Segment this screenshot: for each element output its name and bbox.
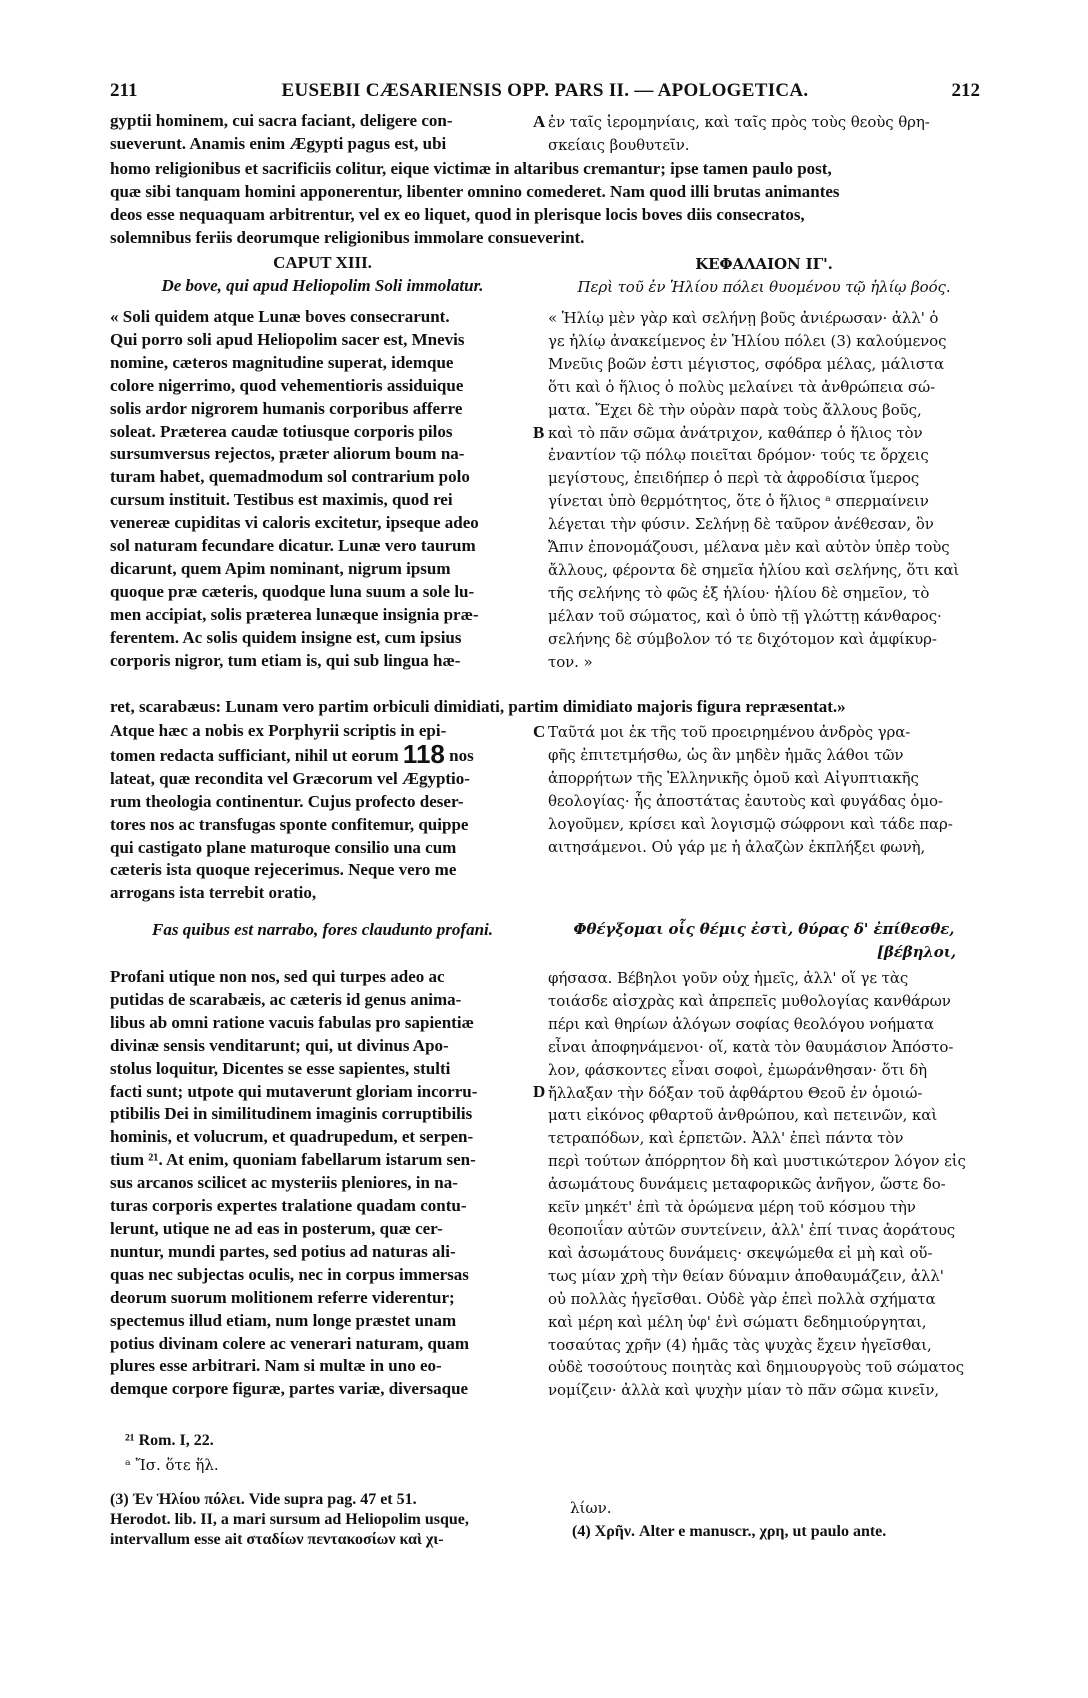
text-line: φῆς ἐπιτετμήσθω, ὡς ἂν μηδὲν ἡμᾶς λάθοι τῶν — [548, 745, 904, 764]
text-line: tores nos ac transfugas sponte confitemur, quippe — [110, 814, 469, 834]
chapter-subtitle: Περὶ τοῦ ἐν Ἡλίου πόλει θυομένου τῷ ἡλίῳ βοός. — [577, 277, 951, 296]
text-line: οὐ πολλὰς ἡγεῖσθαι. Οὐδὲ γὰρ ἐπεὶ πολλὰ σχήματα — [548, 1289, 936, 1308]
text-line: Ἄπιν ἐπονομάζουσι, μέλανα μὲν καὶ αὐτὸν ὑπὲρ τοὺς — [548, 538, 950, 557]
text-line: ἤλλαξαν τὴν δόξαν τοῦ ἀφθάρτου Θεοῦ ἐν ὁμοιώ- — [548, 1083, 923, 1102]
text-line: sueverunt. Anamis enim Ægypti pagus est, ubi — [110, 133, 447, 153]
text-line: turam habet, quemadmodum sol contrarium polo — [110, 467, 470, 487]
text-segment: tomen redacta sufficiant, nihil ut eorum — [110, 745, 403, 765]
text-line: λογοῦμεν, κρίσει καὶ λογισμῷ σώφρονι καὶ τάδε παρ- — [548, 814, 953, 833]
text-line: λέγεται τὴν φύσιν. Σελήνῃ δὲ ταῦρον ἀνέθεσαν, ὃν — [548, 515, 934, 534]
text-line: quas nec subjectas oculis, nec in corpus immersas — [110, 1264, 469, 1284]
footnote-4: (4) Χρῆν. Alter e manuscr., χρη, ut paulo ante. — [572, 1523, 887, 1540]
text-line: γίνεται ὑπὸ θερμότητος, ὅτε ὁ ἥλιος ᵃ σπερμαίνειν — [548, 492, 929, 511]
text-line: ἄλλους, φέροντα δὲ σημεῖα ἡλίου καὶ σελήνης, ὅτι καὶ — [548, 560, 960, 579]
column-number: 118 — [402, 742, 445, 768]
text-line: περὶ τούτων ἀπόρρητον δὴ καὶ μυστικώτερον λόγον εἰς — [548, 1152, 966, 1171]
text-line: ὅτι καὶ ὁ ἥλιος ὁ πολὺς μελαίνει τὰ ἀνθρώπεια σώ- — [548, 377, 936, 396]
text-line: cursum instituit. Testibus est maximis, quod rei — [110, 490, 453, 510]
text-line: σκείαις βουθυτεῖν. — [548, 135, 690, 154]
text-line: turas corporis expertes tralatione quadam contu- — [110, 1196, 467, 1216]
page-number-right: 212 — [951, 80, 980, 101]
text-line: ret, scarabæus: Lunam vero partim orbiculi dimidiati, partim dimidiato majoris figura repræsentat.» — [110, 697, 846, 716]
text-line: ματα. Ἔχει δὲ τὴν οὐρὰν παρὰ τοὺς ἄλλους βοῦς, — [548, 400, 922, 419]
text-line: καὶ τὸ πᾶν σῶμα ἀνάτριχον, καθάπερ ὁ ἥλιος τὸν — [548, 423, 923, 442]
text-line: demque corpore figuræ, partes variæ, diversaque — [110, 1379, 469, 1399]
section-marker-b: B — [533, 423, 545, 442]
text-line: νομίζειν· ἀλλὰ καὶ ψυχὴν μίαν τὸ πᾶν σῶμα κινεῖν, — [548, 1381, 940, 1400]
text-line: deos esse nequaquam arbitrentur, vel ex eo liquet, quod in plerisque locis boves diis consecratos, — [110, 205, 805, 224]
footnote-3 — [110, 1490, 469, 1550]
text-line: καὶ ἀσωμάτους δυνάμεις· σκεψώμεθα εἰ μὴ καὶ οὕ- — [548, 1243, 933, 1262]
footnote-line: intervallum esse ait σταδίων πεντακοσίων καὶ χι- — [110, 1531, 444, 1548]
text-line: homo religionibus et sacrificiis colitur, eique victimæ in altaribus cremantur; ipse tamen paulo post, — [110, 159, 832, 178]
text-line: plures esse arbitrari. Nam si multæ in uno eo- — [110, 1356, 442, 1376]
text-line: τῆς σελήνης τὸ φῶς ἐξ ἡλίου· ἡλίου δὲ σημεῖον, τὸ — [548, 583, 930, 602]
text-segment: nos — [444, 745, 474, 765]
text-line: μεγίστους, ἐπειδήπερ ὁ περὶ τὰ ἀφροδίσια ἵμερος — [548, 469, 920, 488]
section-marker-c: C — [533, 722, 546, 741]
chapter-title: ΚΕΦΑΛΑΙΟΝ ΙΓ'. — [695, 255, 833, 273]
text-line: sus arcanos scilicet ac mysteriis pleniores, in na- — [110, 1173, 458, 1193]
section-marker-a: A — [533, 112, 546, 131]
greek-column-c — [548, 721, 980, 858]
text-line: τοιάσδε αἰσχρὰς καὶ ἀπρεπεῖς μυθολογίας κανθάρων — [548, 991, 951, 1010]
chapter-subtitle: De bove, qui apud Heliopolim Soli immolatur. — [161, 275, 484, 295]
text-line: ferentem. Ac solis quidem insigne est, cum ipsius — [110, 627, 462, 647]
text-line: τοσαύτας χρῆν (4) ἡμᾶς τὰς ψυχὰς ἔχειν ἡγεῖσθαι, — [548, 1335, 932, 1354]
text-line: libus ab omni ratione vacuis fabulas pro sapientiæ — [110, 1012, 474, 1032]
text-line: θεολογίας· ἧς ἀποστάτας ἑαυτοὺς καὶ φυγάδας ὁμο- — [548, 791, 943, 810]
text-line: τον. » — [548, 652, 593, 671]
text-line: λον, φάσκοντες εἶναι σοφοὶ, ἐμωράνθησαν· ὅτι δὴ — [548, 1060, 928, 1079]
text-line: quæ sibi tanquam homini apponerentur, libenter omnino comederet. Nam quod illi brutas animantes — [110, 182, 840, 201]
text-line: dicarunt, quem Apim nominant, nigrum ipsum — [110, 558, 451, 578]
text-line: lerunt, utique ne ad eas in posterum, quæ cer- — [110, 1218, 443, 1238]
text-line: θεοποιΐαν αὐτῶν συντείνειν, ἀλλ' ἐπί τινας ἀοράτους — [548, 1220, 956, 1239]
text-line: σελήνης δὲ σύμβολον τό τε διχότομον καὶ ἀμφίκυρ- — [548, 629, 937, 648]
text-line: καὶ μέρη καὶ μέλη ὑφ' ἑνὶ σώματι δεδημιούργηται, — [548, 1312, 927, 1331]
text-line: εἶναι ἀποφηνάμενοι· οἵ, κατὰ τὸν θαυμάσιον Ἀπόστο- — [548, 1037, 954, 1056]
footnote-21: ²¹ Rom. I, 22. — [125, 1432, 214, 1449]
verse-latin — [110, 919, 535, 942]
text-line: ἐν ταῖς ἱερομηνίαις, καὶ ταῖς πρὸς τοὺς θεοὺς θρη- — [548, 113, 930, 131]
text-line: Profani utique non nos, sed qui turpes adeo ac — [110, 967, 445, 986]
text-line: quoque præ cæteris, quodque luna suum a sole lu- — [110, 581, 475, 601]
text-line: hominis, et volucrum, et quadrupedum, et serpen- — [110, 1127, 474, 1147]
text-line: solemnibus feriis deorumque religionibus immolare consueverint. — [110, 228, 585, 247]
latin-column-b — [110, 306, 535, 673]
text-line: qui castigato plane maturoque consilio una cum — [110, 837, 457, 857]
text-line: ἀσωμάτους δυνάμεις μεταφορικῶς ἀνῆγον, ὥστε δο- — [548, 1175, 946, 1194]
footnote-a: ᵃ Ἴσ. ὅτε ἥλ. — [125, 1456, 219, 1474]
greek-column-b — [548, 307, 980, 674]
footnote-line: Herodot. lib. II, a mari sursum ad Heliopolim usque, — [110, 1511, 469, 1528]
chapter-heading-latin — [110, 252, 535, 298]
text-line — [110, 743, 535, 768]
text-line: Atque hæc a nobis ex Porphyrii scriptis in epi- — [110, 721, 447, 740]
verse-line: Φθέγξομαι οἷς θέμις ἐστὶ, θύρας δ' ἐπίθεσθε, — [573, 920, 955, 938]
text-line: lateat, quæ recondita vel Græcorum vel Ægyptio- — [110, 768, 470, 788]
text-line: stolus loquitur, Dicentes se esse sapientes, stulti — [110, 1058, 451, 1078]
text-line: φήσασα. Βέβηλοι γοῦν οὐχ ἡμεῖς, ἀλλ' οἵ γε τὰς — [548, 969, 909, 987]
chapter-heading-greek — [548, 253, 980, 299]
text-line: sol naturam fecundare dicatur. Lunæ vero taurum — [110, 536, 476, 556]
text-line: cæteris ista quoque rejecerimus. Neque vero me — [110, 860, 457, 880]
text-line: men accipiat, solis præterea lunæque insignia præ- — [110, 604, 479, 624]
verse-greek — [548, 918, 980, 964]
text-line: putidas de scarabæis, ac cæteris id genus anima- — [110, 989, 462, 1009]
text-line: spectemus illud etiam, num longe præstet unam — [110, 1310, 457, 1330]
text-line: gyptii hominem, cui sacra faciant, deligere con- — [110, 111, 453, 130]
text-line: arrogans ista terrebit oratio, — [110, 883, 317, 903]
text-line: τετραπόδων, καὶ ἑρπετῶν. Ἀλλ' ἐπεὶ πάντα τὸν — [548, 1129, 904, 1148]
text-line: corporis nigror, tum etiam is, qui sub lingua hæ- — [110, 650, 461, 670]
text-line: divinæ sensis venditarunt; qui, ut divinus Apo- — [110, 1035, 449, 1055]
text-line: τως μίαν χρὴ τὴν θείαν δύναμιν ἀποθαυμάζειν, ἀλλ' — [548, 1266, 944, 1285]
latin-column-d — [110, 966, 535, 1401]
text-line: οὐδὲ τοσούτους ποιητὰς καὶ δημιουργοὺς τοῦ σώματος — [548, 1358, 965, 1377]
running-header — [110, 80, 980, 106]
text-line: αιτησάμενοι. Οὐ γάρ με ἡ ἀλαζὼν ἐκπλήξει φωνὴ, — [548, 837, 926, 856]
text-line: tium ²¹. At enim, quoniam fabellarum istarum sen- — [110, 1150, 476, 1170]
header-title: EUSEBII CÆSARIENSIS OPP. PARS II. — APOLOGETICA. — [281, 80, 809, 101]
text-line: potius divinam colere ac venerari naturam, quam — [110, 1333, 470, 1353]
footnote-3-continuation: λίων. — [570, 1499, 612, 1517]
text-line: πέρι καὶ θηρίων ἀλόγων σοφίας θεολόγου νοήματα — [548, 1014, 934, 1033]
verse-line: [βέβηλοι, — [876, 942, 956, 961]
greek-column-d — [548, 967, 980, 1402]
text-line: nomine, cæteros magnitudine superat, idemque — [110, 352, 454, 372]
text-line: « Ἡλίῳ μὲν γὰρ καὶ σελήνῃ βοῦς ἀνιέρωσαν· ἀλλ' ὁ — [548, 309, 939, 327]
text-line: « Soli quidem atque Lunæ boves consecrarunt. — [110, 307, 450, 326]
text-line: solis ardor nigrorem humanis corporibus afferre — [110, 398, 463, 418]
text-line: Qui porro soli apud Heliopolim sacer est, Mnevis — [110, 329, 465, 349]
page-number-left: 211 — [110, 80, 138, 101]
text-line: μέλαν τοῦ σώματος, καὶ ὁ ὑπὸ τῇ γλώττῃ κάνθαρος· — [548, 606, 942, 625]
latin-column-c — [110, 720, 535, 905]
section-marker-d: D — [533, 1082, 546, 1101]
text-line: sursumversus rejectos, præter aliorum boum na- — [110, 444, 465, 464]
text-line: colore nigerrimo, quod vehementioris assiduique — [110, 375, 464, 395]
text-line: Ταῦτά μοι ἐκ τῆς τοῦ προειρημένου ἀνδρὸς γρα- — [548, 723, 911, 741]
text-line: κεῖν μηκέτ' ἐπὶ τὰ ὁρώμενα μέρη τοῦ κόσμου τὴν — [548, 1198, 916, 1217]
text-line: ἐναντίον τῷ πόλῳ ποιεῖται δρόμον· τούς τε ὄρχεις — [548, 446, 929, 465]
text-line: venereæ cupiditas vi caloris excitetur, ipseque adeo — [110, 513, 479, 533]
text-line: facti sunt; utpote qui mutaverunt gloriam incorru- — [110, 1081, 478, 1101]
text-line: Μνεῦις βοῶν ἐστι μέγιστος, σφόδρα μέλας, μάλιστα — [548, 354, 945, 373]
text-line: rum theologia continentur. Cujus profecto deser- — [110, 791, 464, 811]
text-line: soleat. Præterea caudæ totiusque corporis pilos — [110, 421, 453, 441]
chapter-title: CAPUT XIII. — [273, 253, 372, 272]
verse-line: Fas quibus est narrabo, fores claudunto profani. — [151, 920, 494, 939]
text-line: ματι εἰκόνος φθαρτοῦ ἀνθρώπου, καὶ πετεινῶν, καὶ — [548, 1106, 938, 1125]
text-line: nuntur, mundi partes, sed potius ad naturas ali- — [110, 1241, 456, 1261]
text-line: γε ἡλίῳ ἀνακείμενος ἐν Ἡλίου πόλει (3) καλούμενος — [548, 331, 947, 350]
top-latin-lines — [110, 110, 535, 156]
text-line: deorum suorum molitionem referre viderentur; — [110, 1287, 455, 1307]
text-line: ἀπορρήτων τῆς Ἑλληνικῆς ὁμοῦ καὶ Αἰγυπτιακῆς — [548, 768, 919, 787]
footnote-line: (3) Ἐν Ἡλίου πόλει. Vide supra pag. 47 et 51. — [110, 1491, 417, 1508]
text-line: ptibilis Dei in similitudinem imaginis corruptibilis — [110, 1104, 473, 1124]
top-greek-lines — [548, 111, 980, 157]
